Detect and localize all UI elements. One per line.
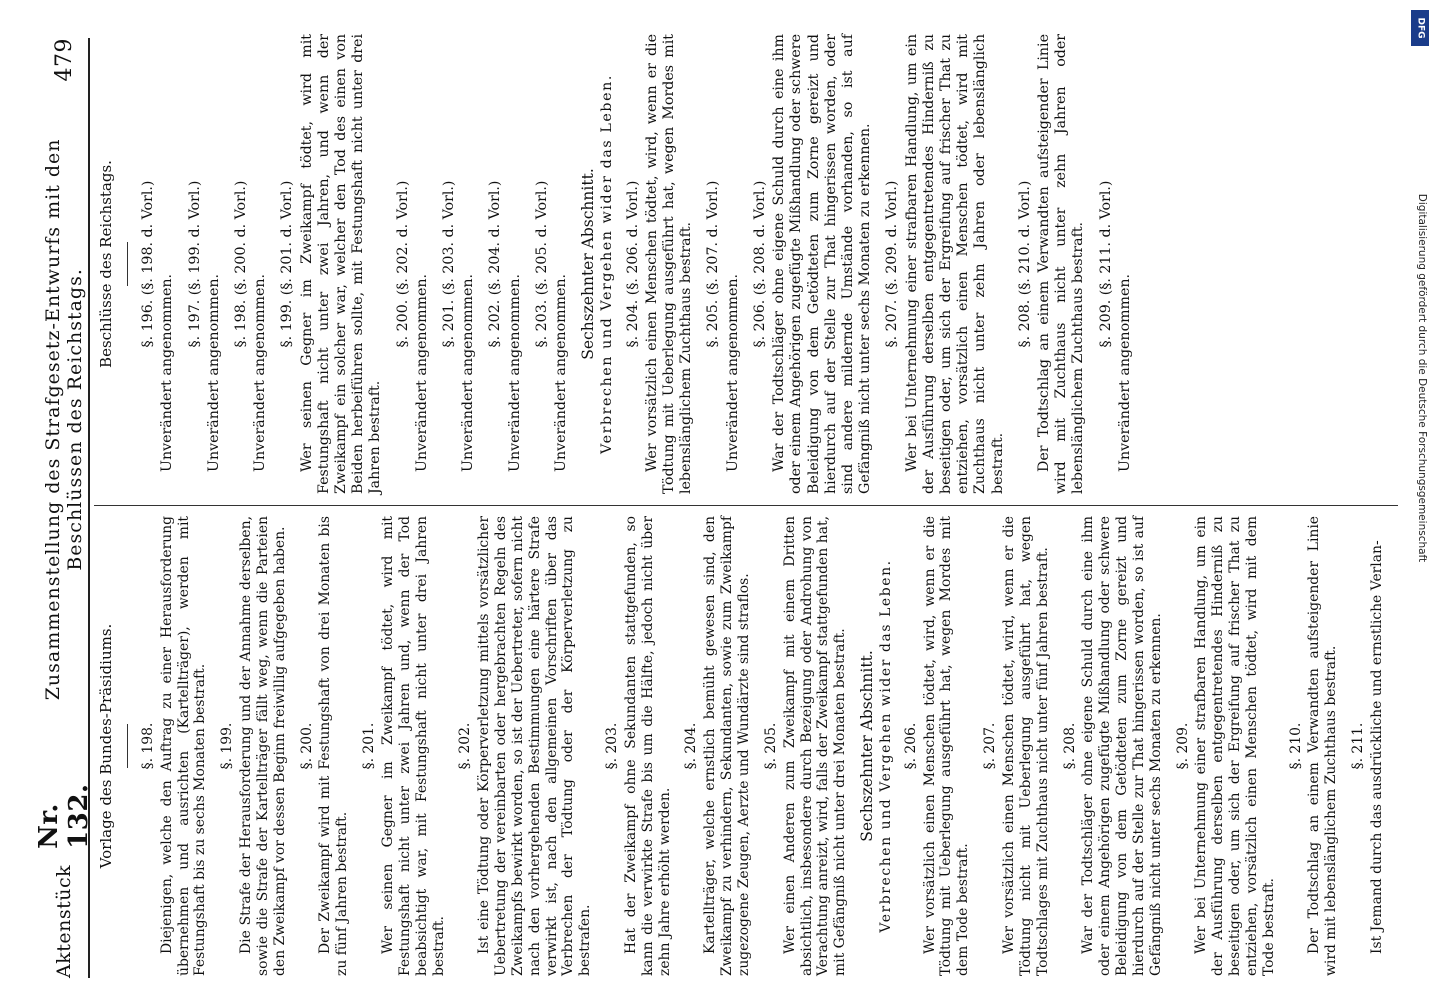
section-title: Sechszehnter Abschnitt. — [858, 650, 877, 842]
paragraph-text: Der Todtschlag an einem Verwandten aufsteigender Linie wird mit lebenslänglichem Zuchthaus bestraft. — [1306, 516, 1340, 976]
paragraph-number: §. 211. — [1350, 722, 1367, 770]
paragraph-number: §. 208. — [1061, 722, 1078, 770]
paragraph — [903, 516, 972, 976]
paragraph-number: §. 206. (§. 208. d. Vorl.) — [751, 180, 768, 348]
paragraph — [299, 516, 352, 976]
right-column-blocks — [140, 34, 1134, 494]
paragraph — [395, 34, 431, 494]
paragraph-text: War der Todtschläger ohne eigene Schuld durch eine ihm oder einem Angehörigen zugefügte Mißhandlung oder schwere Beleidigung von dem Getödteten zum Zorne gereizt und hierdurch auf der Stelle zur That hingerissen worden, so ist auf Gefängniß nicht unter sechs Monaten zu erkennen. — [1080, 516, 1164, 976]
left-column-blocks — [140, 516, 1386, 976]
paragraph — [1350, 516, 1386, 976]
paragraph-text: Unverändert angenommen. — [159, 273, 176, 472]
header-document-number: Nr. 132. — [34, 783, 94, 849]
paragraph-text: Die Strafe der Herausforderung und der Annahme derselben, sowie die Strafe der Kartellträger fällt weg, wenn die Parteien den Zweikampf vor dessen Beginn freiwillig aufgegeben haben. — [238, 516, 288, 976]
paragraph-number: §. 202. (§. 204. d. Vorl.) — [487, 180, 504, 348]
paragraph-number: §. 200. (§. 202. d. Vorl.) — [394, 180, 411, 348]
dfg-logo-text: DFG — [1415, 17, 1426, 39]
left-column-heading: Vorlage des Bundes-Präsidiums. — [97, 623, 115, 869]
header-document-label: Aktenstück — [53, 864, 75, 978]
paragraph-number: §. 202. — [457, 722, 474, 770]
header-title: Zusammenstellung des Strafgesetz-Entwurfs mit den Beschlüssen des Reichstags. — [42, 138, 86, 701]
paragraph-number: §. 199. — [219, 722, 236, 770]
column-divider — [94, 505, 1398, 506]
right-column — [94, 34, 1402, 494]
paragraph-text: Wer bei Unternehmung einer strafbaren Handlung, um ein der Ausführung derselben entgegentretendes Hinderniß zu beseitigen oder, um sich der Ergreifung auf frischer That zu entziehen, vorsätzlich einen Menschen tödtet, wird mit Zuchthaus nicht unter zehn Jahren oder lebenslänglich bestraft. — [903, 34, 1006, 494]
paragraph-number: §. 205. (§. 207. d. Vorl.) — [705, 180, 722, 348]
paragraph-number: §. 197. (§. 199. d. Vorl.) — [186, 180, 203, 348]
paragraph-text: Hat der Zweikampf ohne Sekundanten stattgefunden, so kann die verwirkte Strafe bis um die Hälfte, jedoch nicht über zehn Jahre erhöht werden. — [622, 516, 673, 976]
paragraph-number: §. 207. — [982, 722, 999, 770]
paragraph-number: §. 209. — [1174, 722, 1191, 770]
paragraph — [1098, 34, 1134, 494]
paragraph-text: Ist eine Tödtung oder Körperverletzung mittels vorsätzlicher Uebertretung der vereinbarten oder hergebrachten Regeln des Zweikampfs bewirkt worden, so ist der Uebertreter, sofern nicht nach den vorhergehenden Bestimmungen eine härtere Strafe verwirkt ist, nach den allgemeinen Vorschriften über das Verbrechen der Tödtung oder der Körperverletzung zu bestrafen. — [476, 516, 594, 976]
paragraph — [487, 34, 523, 494]
paragraph — [140, 516, 209, 976]
paragraph — [705, 34, 741, 494]
paragraph — [982, 516, 1051, 976]
paragraph-number: §. 198. (§. 200. d. Vorl.) — [233, 180, 250, 348]
paragraph — [884, 34, 1006, 494]
paragraph-text: Unverändert angenommen. — [724, 273, 741, 472]
paragraph-text: Unverändert angenommen. — [252, 273, 269, 472]
paragraph-text: Der Todtschlag an einem Verwandten aufsteigender Linie wird mit Zuchthaus nicht unter zehn Jahren oder lebenslänglichem Zuchthaus bestraft. — [1035, 34, 1087, 494]
paragraph-text: Unverändert angenommen. — [460, 273, 477, 472]
page-number: 479 — [51, 38, 77, 82]
rotated-document-page — [12, 28, 1412, 988]
paragraph — [1175, 516, 1278, 976]
paragraph — [187, 34, 223, 494]
header-rule — [88, 38, 90, 978]
right-column-heading: Beschlüsse des Reichstags. — [97, 160, 115, 368]
paragraph-number: §. 203. — [604, 722, 621, 770]
paragraph — [140, 34, 176, 494]
paragraph-text: Wer vorsätzlich einen Menschen tödtet, wird, wenn er die Tödtung mit Ueberlegung ausgeführt hat, wegen Mordes mit dem Tode bestraft. — [921, 516, 972, 976]
paragraph-number: §. 203. (§. 205. d. Vorl.) — [533, 180, 550, 348]
paragraph — [441, 34, 477, 494]
section-subtitle: Verbrechen und Vergehen wider das Leben. — [877, 559, 894, 933]
paragraph-text: Unverändert angenommen. — [553, 273, 570, 472]
paragraph-text: Wer vorsätzlich einen Menschen tödtet, wird, wenn er die Tödtung nicht mit Ueberlegung ausgeführt hat, wegen Todtschlages mit Zuchthaus nicht unter fünf Jahren bestraft. — [1000, 516, 1051, 976]
paragraph-number: §. 208. (§. 210. d. Vorl.) — [1016, 180, 1033, 348]
paragraph — [1062, 516, 1165, 976]
paragraph — [752, 34, 874, 494]
paragraph — [604, 516, 673, 976]
paragraph — [219, 516, 288, 976]
paragraph-number: §. 206. — [902, 722, 919, 770]
paragraph — [683, 516, 752, 976]
paragraph-number: §. 199. (§. 201. d. Vorl.) — [279, 180, 296, 348]
paragraph-number: §. 205. — [762, 722, 779, 770]
paragraph-number: §. 198. — [139, 722, 156, 770]
paragraph — [534, 34, 570, 494]
paragraph-number: §. 204. — [683, 722, 700, 770]
paragraph — [361, 516, 447, 976]
paragraph-number: §. 201. — [361, 722, 378, 770]
section-subtitle: Verbrechen und Vergehen wider das Leben. — [599, 74, 616, 454]
paragraph — [1017, 34, 1088, 494]
paragraph-text: Unverändert angenommen. — [205, 273, 222, 472]
page-header — [34, 38, 94, 978]
paragraph-number: §. 196. (§. 198. d. Vorl.) — [140, 180, 157, 348]
paragraph-text: War der Todtschläger ohne eigene Schuld durch eine ihm oder einem Angehörigen zugefügte Mißhandlung oder schwere Beleidigung von dem Getödteten zum Zorne gereizt und hierdurch auf der Stelle zur That hingerissen worden, oder sind andere mildernde Umstände vorhanden, so ist auf Gefängniß nicht unter sechs Monaten zu erkennen. — [771, 34, 874, 494]
paragraph-number: §. 209. (§. 211. d. Vorl.) — [1097, 180, 1114, 348]
paragraph-text: Ist Jemand durch das ausdrückliche und ernstliche Verlan- — [1369, 540, 1385, 954]
paragraph-number: §. 207. (§. 209. d. Vorl.) — [884, 180, 901, 348]
heading-dash — [127, 242, 128, 286]
paragraph-number: §. 210. — [1287, 722, 1304, 770]
paragraph-text: Wer seinen Gegner im Zweikampf tödtet, wird mit Festungshaft nicht unter zwei Jahren und, wenn der Tod beabsichtigt war, mit Festungshaft nicht unter drei Jahren bestraft. — [379, 516, 447, 976]
paragraph-text: Unverändert angenommen. — [506, 273, 523, 472]
paragraph-text: Unverändert angenommen. — [1116, 273, 1133, 472]
paragraph-text: Kartellträger, welche ernstlich bemüht gewesen sind, den Zweikampf zu verhindern, Sekundanten, sowie zum Zweikampf zugezogene Zeugen, Aerzte und Wundärzte sind straflos. — [702, 516, 752, 976]
digitization-note — [1410, 10, 1430, 990]
paragraph-text: Wer vorsätzlich einen Menschen tödtet, wird, wenn er die Tödtung mit Ueberlegung ausgeführt hat, wegen Mordes mit lebenslänglichem Zuchthaus bestraft. — [643, 34, 695, 494]
paragraph-text: Wer bei Unternehmung einer strafbaren Handlung, um ein der Ausführung derselben entgegentretendes Hinderniß zu beseitigen oder, um sich der Ergreifung auf frischer That zu entziehen, vorsätzlich einen Menschen tödtet, wird mit dem Tode bestraft. — [1193, 516, 1277, 976]
paragraph — [457, 516, 594, 976]
paragraph-text: Unverändert angenommen. — [413, 273, 430, 472]
paragraph-text: Wer seinen Gegner im Zweikampf tödtet, wird mit Festungshaft nicht unter zwei Jahren, und wenn der Zweikampf ein solcher war, welcher den Tod des einen von Beiden herbeiführen sollte, mit Festungshaft nicht unter drei Jahren bestraft. — [298, 34, 384, 494]
paragraph — [233, 34, 269, 494]
digitization-credit: Digitalisierung gefördert durch die Deutsche Forschungsgemeinschaft — [1416, 193, 1428, 563]
paragraph — [279, 34, 384, 494]
paragraph-text: Diejenigen, welche den Auftrag zu einer Herausforderung übernehmen und ausrichten (Kartellträger), werden mit Festungshaft bis zu sechs Monaten bestraft. — [158, 516, 209, 976]
paragraph — [625, 34, 696, 494]
left-column — [94, 516, 1402, 976]
paragraph — [763, 516, 849, 976]
paragraph-number: §. 201. (§. 203. d. Vorl.) — [441, 180, 458, 348]
paragraph — [1288, 516, 1341, 976]
section-title: Sechszehnter Abschnitt. — [579, 168, 598, 360]
heading-dash — [127, 724, 128, 768]
paragraph-text: Der Zweikampf wird mit Festungshaft von drei Monaten bis zu fünf Jahren bestraft. — [317, 516, 351, 976]
paragraph-number: §. 200. — [298, 722, 315, 770]
paragraph-number: §. 204. (§. 206. d. Vorl.) — [624, 180, 641, 348]
paragraph-text: Wer einen Anderen zum Zweikampf mit einem Dritten absichtlich, insbesondere durch Bezeigung oder Androhung von Verachtung anreizt, wird, falls der Zweikampf stattgefunden hat, mit Gefängniß nicht unter drei Monaten bestraft. — [781, 516, 849, 976]
